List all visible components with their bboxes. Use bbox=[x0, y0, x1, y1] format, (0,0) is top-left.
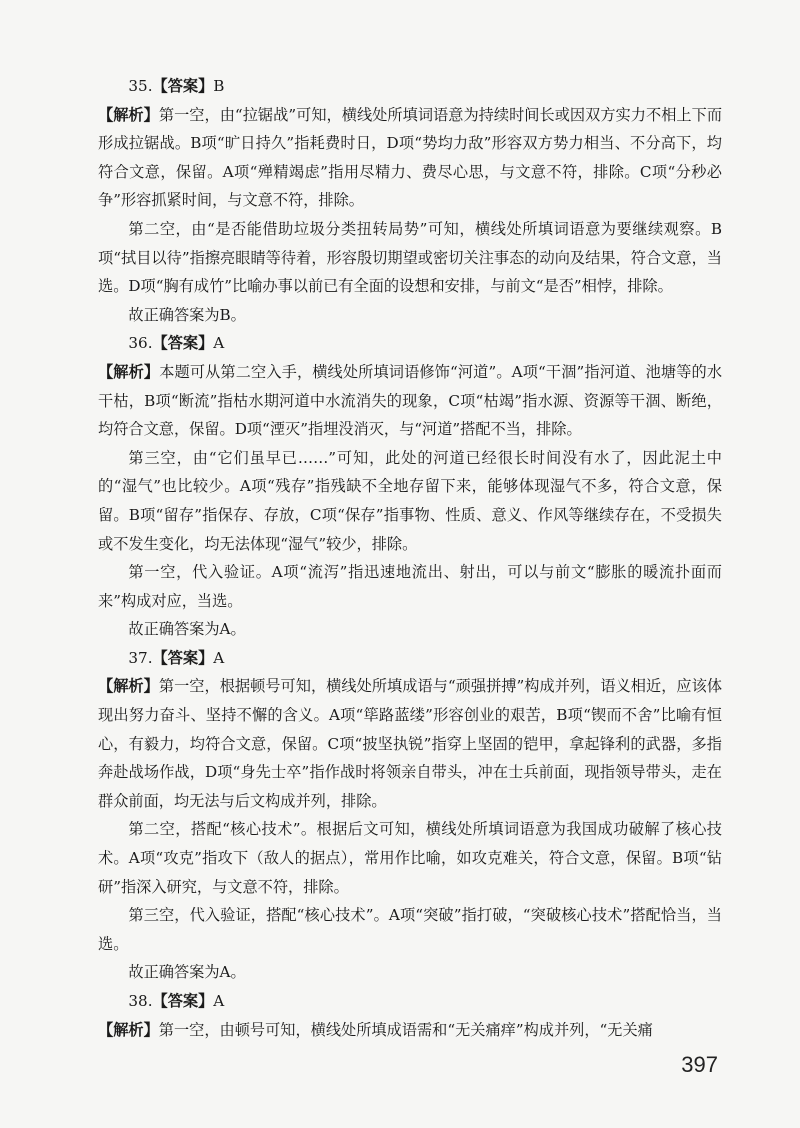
conclusion-line: 故正确答案为A。 bbox=[128, 963, 246, 982]
question-36-analysis bbox=[98, 358, 722, 444]
answer-letter: B bbox=[213, 77, 225, 95]
question-35-answer bbox=[98, 72, 722, 101]
question-36-answer bbox=[98, 329, 722, 358]
analysis-paragraph: 第二空，搭配“核心技术”。根据后文可知，横线处所填词语意为我国成功破解了核心技术。A项“攻克”指攻下（敌人的据点），常用作比喻，如攻克难关，符合文意，保留。B项“钻研”指深入研究，与文意不符，排除。 bbox=[98, 820, 722, 896]
question-35-analysis bbox=[98, 101, 722, 215]
question-37-analysis bbox=[98, 672, 722, 815]
question-number: 38. bbox=[128, 992, 153, 1010]
question-number: 36. bbox=[128, 334, 153, 353]
analysis-paragraph: 第一空，根据顿号可知，横线处所填成语与“顽强拼搏”构成并列，语义相近，应该体现出努力奋斗、坚持不懈的含义。A项“筚路蓝缕”形容创业的艰苦，B项“锲而不舍”比喻有恒心，有毅力，均符合文意，保留。C项“披坚执锐”指穿上坚固的铠甲，拿起锋利的武器，多指奔赴战场作战，D项“身先士卒”指作战时将领亲自带头，冲在士兵前面，现指领导带头，走在群众前面，均无法与后文构成并列，排除。 bbox=[98, 677, 723, 810]
answer-tag: 【答案】 bbox=[152, 648, 214, 667]
analysis-paragraph: 第二空，由“是否能借助垃圾分类扭转局势”可知，横线处所填词语意为要继续观察。B项“拭目以待”指擦亮眼睛等待着，形容殷切期望或密切关注事态的动向及结果，符合文意，当选。D项“胸有成竹”比喻办事以前已有全面的设想和安排，与前文“是否”相悖，排除。 bbox=[98, 219, 722, 296]
question-38-analysis bbox=[98, 1016, 722, 1045]
analysis-paragraph: 第一空，由顿号可知，横线处所填成语需和“无关痛痒”构成并列，“无关痛 bbox=[158, 1020, 653, 1039]
answer-letter: A bbox=[213, 992, 225, 1010]
analysis-paragraph: 本题可从第二空入手，横线处所填词语修饰“河道”。A项“干涸”指河道、池塘等的水干枯，B项“断流”指枯水期河道中水流消失的现象，C项“枯竭”指水源、资源等干涸、断绝，均符合文意，保留。D项“湮灭”指埋没消灭，与“河道”搭配不当，排除。 bbox=[98, 362, 723, 439]
analysis-tag: 【解析】 bbox=[98, 105, 159, 124]
analysis-paragraph: 第一空，代入验证。A项“流泻”指迅速地流出、射出，可以与前文“膨胀的暖流扑面而来”构成对应，当选。 bbox=[98, 563, 722, 610]
analysis-tag: 【解析】 bbox=[98, 677, 159, 696]
page-number: 397 bbox=[681, 1052, 718, 1077]
answer-explanations bbox=[98, 72, 722, 1044]
question-38-answer bbox=[98, 987, 722, 1016]
answer-letter: A bbox=[213, 648, 225, 667]
analysis-paragraph: 第三空，由“它们虽早已……”可知，此处的河道已经很长时间没有水了，因此泥土中的“湿气”也比较少。A项“残存”指残缺不全地存留下来，能够体现湿气不多，符合文意，保留。B项“留存”指保存、存放，C项“保存”指事物、性质、意义、作风等继续存在，不受损失或不发生变化，均无法体现“湿气”较少，排除。 bbox=[98, 448, 722, 553]
answer-tag: 【答案】 bbox=[152, 992, 214, 1010]
answer-tag: 【答案】 bbox=[152, 77, 214, 95]
conclusion-line: 故正确答案为A。 bbox=[128, 620, 246, 639]
answer-letter: A bbox=[213, 334, 225, 353]
question-37-answer bbox=[98, 644, 722, 673]
conclusion-line: 故正确答案为B。 bbox=[128, 305, 246, 324]
analysis-paragraph: 第三空，代入验证，搭配“核心技术”。A项“突破”指打破，“突破核心技术”搭配恰当，当选。 bbox=[98, 906, 722, 953]
question-number: 37. bbox=[128, 648, 153, 667]
analysis-tag: 【解析】 bbox=[98, 1020, 159, 1039]
analysis-tag: 【解析】 bbox=[98, 362, 160, 381]
analysis-paragraph: 第一空，由“拉锯战”可知，横线处所填词语意为持续时间长或因双方实力不相上下而形成拉锯战。B项“旷日持久”指耗费时日，D项“势均力敌”形容双方势力相当、不分高下，均符合文意，保留。A项“殚精竭虑”指用尽精力、费尽心思，与文意不符，排除。C项“分秒必争”形容抓紧时间，与文意不符，排除。 bbox=[98, 105, 723, 210]
question-number: 35. bbox=[128, 77, 153, 95]
answer-tag: 【答案】 bbox=[152, 334, 214, 353]
